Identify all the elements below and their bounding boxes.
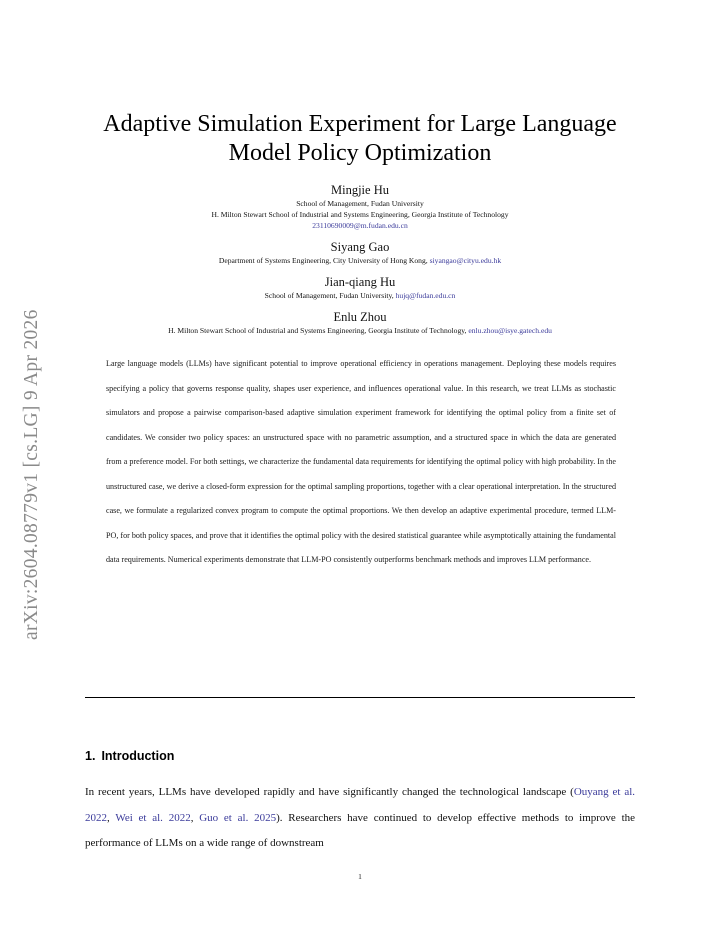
abstract-text: Large language models (LLMs) have significant potential to improve operational efficiency in operations management. Deploying these models requires specifying a policy that governs response quality, shapes user experience, and influences operational value. In this research, we treat LLMs as stochastic simulators and propose a pairwise comparison-based adaptive simulation experiment framework for identifying the optimal policy from a finite set of candidates. We consider two policy spaces: an unstructured space with no parametric assumption, and a structured space in which the data are generated from a preference model. For both settings, we characterize the fundamental data requirements for identifying the optimal policy with high probability. In the unstructured case, we derive a closed-form expression for the optimal sampling proportions, together with a clear operational interpretation. In the structured case, we formulate a regularized convex program to compute the optimal proportions. We then develop an adaptive experimental procedure, termed LLM-PO, for both policy spaces, and prove that it identifies the optimal policy with the desired statistical guarantee while asymptotically attaining the fundamental data requirements. Numerical experiments demonstrate that LLM-PO consistently outperforms benchmark methods and improves LLM performance. [106, 359, 616, 564]
introduction-paragraph [85, 780, 635, 857]
section-title: Introduction [101, 749, 175, 763]
author-affiliation: H. Milton Stewart School of Industrial and Systems Engineering, Georgia Institute of Technology, [168, 326, 467, 335]
author-email-link[interactable]: enlu.zhou@isye.gatech.edu [468, 326, 552, 335]
author-name: Mingjie Hu [331, 183, 389, 197]
intro-text: ). Researchers have continued to develop effective methods to improve the performance of LLMs on a wide range of downstream [85, 811, 636, 849]
paper-title [60, 110, 660, 168]
author-affiliation: School of Management, Fudan University [296, 199, 424, 208]
author-email-link[interactable]: siyangao@cityu.edu.hk [429, 256, 502, 265]
citation-link[interactable]: Wei et al. 2022 [115, 811, 191, 824]
author-affiliation: School of Management, Fudan University, [264, 291, 394, 300]
page-number: 1 [358, 872, 362, 881]
author-block-1 [60, 182, 660, 231]
abstract-divider [85, 697, 635, 698]
title-line-1: Adaptive Simulation Experiment for Large Language [103, 111, 617, 137]
citation-separator: , [190, 811, 200, 824]
author-name: Enlu Zhou [333, 310, 387, 324]
citation-link[interactable]: Guo et al. 2025 [199, 811, 277, 824]
author-name: Jian-qiang Hu [324, 275, 396, 289]
author-email-link[interactable]: 23110690009@m.fudan.edu.cn [312, 221, 408, 230]
intro-text: In recent years, LLMs have developed rapidly and have significantly changed the technological landscape ( [85, 786, 574, 798]
author-email-link[interactable]: hujq@fudan.edu.cn [395, 291, 456, 300]
title-line-2: Model Policy Optimization [228, 140, 492, 166]
citation-separator: , [107, 811, 116, 824]
author-affiliation-line [60, 290, 660, 301]
author-affiliation-line [60, 255, 660, 266]
author-affiliation-line [60, 325, 660, 336]
section-number: 1. [85, 749, 96, 763]
author-block-4 [60, 309, 660, 336]
arxiv-identifier: arXiv:2604.08779v1 [cs.LG] 9 Apr 2026 [21, 309, 42, 640]
author-affiliation: Department of Systems Engineering, City University of Hong Kong, [218, 256, 428, 265]
author-affiliation: H. Milton Stewart School of Industrial and Systems Engineering, Georgia Institute of Technology [211, 210, 509, 219]
section-heading [85, 749, 174, 763]
author-block-2 [60, 239, 660, 266]
author-name: Siyang Gao [330, 240, 390, 254]
citation-link[interactable]: Ouyang et al. 2022 [85, 786, 636, 824]
author-block-3 [60, 274, 660, 301]
